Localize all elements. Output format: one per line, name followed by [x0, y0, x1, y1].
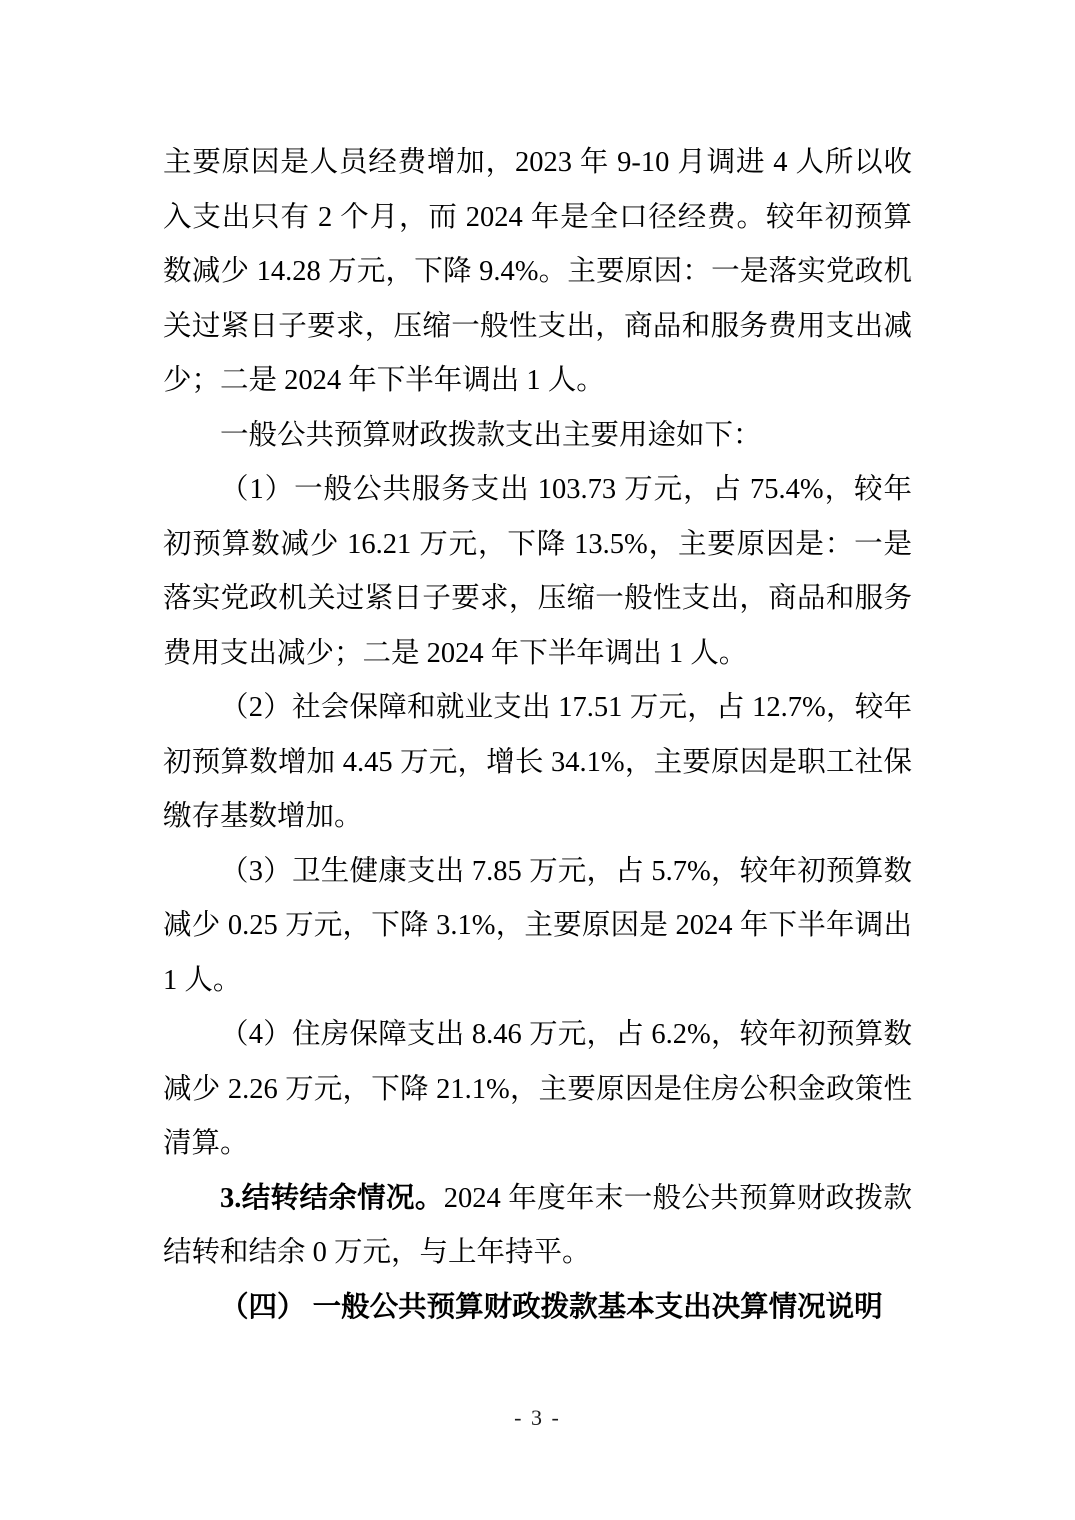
text-run: 2024 年度年末一般公共预算财政拨款结转和结余 0 万元，与上年持平。: [163, 1182, 912, 1268]
paragraph: [163, 409, 912, 464]
text-run: 一般公共预算财政拨款支出主要用途如下：: [220, 419, 762, 451]
text-run: （2）社会保障和就业支出 17.51 万元，占 12.7%，较年初预算数增加 4.45 万元，增长 34.1%，主要原因是职工社保缴存基数增加。: [163, 692, 912, 832]
paragraph: [163, 845, 912, 1009]
paragraph: [163, 1008, 912, 1172]
text-run: （1）一般公共服务支出 103.73 万元，占 75.4%，较年初预算数减少 16.21 万元，下降 13.5%，主要原因是：一是落实党政机关过紧日子要求，压缩一般性支出，商品和服务费用支出减少；二是 2024 年下半年调出 1 人。: [163, 474, 912, 669]
paragraph: [163, 1172, 912, 1281]
document-body: [163, 136, 912, 1335]
text-run: （3）卫生健康支出 7.85 万元，占 5.7%，较年初预算数减少 0.25 万元，下降 3.1%，主要原因是 2024 年下半年调出 1 人。: [163, 855, 912, 996]
bold-text-run: （四） 一般公共预算财政拨款基本支出决算情况说明: [220, 1291, 883, 1323]
paragraph: [163, 136, 912, 409]
paragraph: [163, 681, 912, 845]
paragraph: [163, 463, 912, 681]
text-run: （4）住房保障支出 8.46 万元，占 6.2%，较年初预算数减少 2.26 万元，下降 21.1%，主要原因是住房公积金政策性清算。: [163, 1019, 912, 1159]
page-number: - 3 -: [514, 1405, 561, 1430]
bold-text-run: 3.结转结余情况。: [220, 1182, 444, 1214]
section-heading: [163, 1281, 912, 1336]
text-run: 主要原因是人员经费增加，2023 年 9-10 月调进 4 人所以收入支出只有 2 个月，而 2024 年是全口径经费。较年初预算数减少 14.28 万元，下降 9.4%。主要原因：一是落实党政机关过紧日子要求，压缩一般性支出，商品和服务费用支出减少；二是 2024 年下半年调出 1 人。: [163, 147, 912, 396]
